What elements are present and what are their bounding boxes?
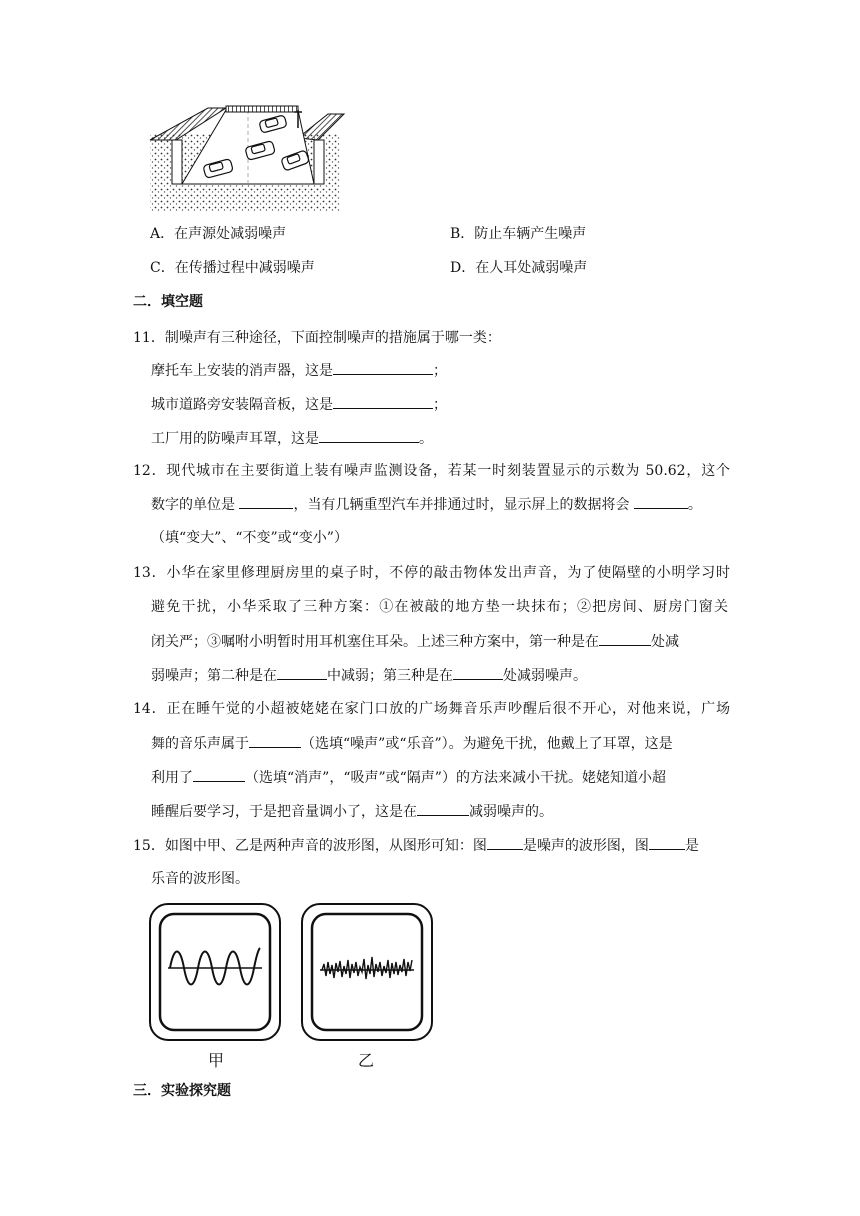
question-14-text-d: （选填“消声”，“吸声”或“隔声”）的方法来减小干扰。姥姥知道小超	[245, 770, 666, 786]
question-12-text-c: 。	[687, 497, 702, 513]
figure-label-jia: 甲	[208, 1051, 225, 1070]
question-15-text-b: 是噪声的波形图，图	[522, 838, 649, 854]
answer-blank[interactable]	[249, 733, 301, 748]
question-12-text-b: ，当有几辆重型汽车并排通过时，显示屏上的数据将会	[293, 497, 634, 513]
question-13-line-3	[151, 631, 679, 652]
punctuation: ；	[433, 397, 447, 413]
question-11-text-2: 城市道路旁安装隔音板，这是	[151, 397, 333, 413]
question-14-text-f: 减弱噪声的。	[469, 804, 553, 820]
figure-label-yi: 乙	[358, 1051, 375, 1070]
option-d: D．在人耳处减弱噪声	[450, 260, 588, 276]
option-a: A．在声源处减弱噪声	[150, 226, 287, 242]
question-15-text-a: 15．如图中甲、乙是两种声音的波形图，从图形可知：图	[133, 838, 487, 854]
question-14-text-b: （选填“噪声”或“乐音”）。为避免干扰，他戴上了耳罩，这是	[301, 736, 673, 752]
question-15-line-2: 乐音的波形图。	[151, 871, 249, 887]
answer-blank[interactable]	[277, 665, 327, 680]
question-11-line-1	[151, 360, 447, 381]
section-title-fill-in: 二．填空题	[133, 294, 203, 310]
question-13-text-d: 中减弱；第三种是在	[327, 668, 453, 684]
answer-blank[interactable]	[649, 835, 685, 850]
question-11-stem: 11．制噪声有三种途径，下面控制噪声的措施属于哪一类：	[133, 330, 501, 346]
answer-blank[interactable]	[333, 360, 433, 375]
answer-blank[interactable]	[193, 767, 245, 782]
question-13-text-a: 闭关严；③嘱咐小明暂时用耳机塞住耳朵。上述三种方案中，第一种是在	[151, 634, 599, 650]
answer-blank[interactable]	[417, 801, 469, 816]
question-12-line-3: （填“变大”、“不变”或“变小”）	[151, 530, 348, 546]
question-13-line-2: 避免干扰，小华采取了三种方案：①在被敲的地方垫一块抹布；②把房间、厨房门窗关	[151, 599, 728, 615]
answer-blank[interactable]	[453, 665, 503, 680]
question-11-text-1: 摩托车上安装的消声器，这是	[151, 363, 333, 379]
question-12-line-1: 12．现代城市在主要街道上装有噪声监测设备，若某一时刻装置显示的示数为 50.62，这个	[133, 463, 730, 479]
question-13-text-b: 处减	[651, 634, 679, 650]
waveform-yi-screen	[300, 902, 434, 1042]
answer-blank[interactable]	[319, 428, 419, 443]
question-14-text-e: 睡醒后要学习，于是把音量调小了，这是在	[151, 804, 417, 820]
question-13-text-c: 弱噪声；第二种是在	[151, 668, 277, 684]
question-14-line-1: 14．正在睡午觉的小超被姥姥在家门口放的广场舞音乐声吵醒后很不开心，对他来说，广场	[133, 701, 730, 717]
highway-noise-barrier-illustration	[148, 104, 348, 214]
question-15-line-1	[133, 835, 699, 856]
question-14-line-4	[151, 801, 553, 822]
question-11-text-3: 工厂用的防噪声耳罩，这是	[151, 431, 319, 447]
option-c: C．在传播过程中减弱噪声	[150, 260, 315, 276]
question-11-line-3	[151, 428, 433, 449]
question-13-text-e: 处减弱噪声。	[503, 668, 587, 684]
answer-blank[interactable]	[634, 494, 688, 509]
option-b: B．防止车辆产生噪声	[450, 226, 587, 242]
question-13-line-1: 13．小华在家里修理厨房里的桌子时，不停的敲击物体发出声音，为了使隔壁的小明学习时	[133, 565, 730, 581]
answer-blank[interactable]	[487, 835, 523, 850]
question-12-text-a: 数字的单位是	[151, 497, 240, 513]
question-11-line-2	[151, 394, 447, 415]
waveform-jia-screen	[148, 902, 282, 1042]
question-14-text-a: 舞的音乐声属于	[151, 736, 249, 752]
question-14-text-c: 利用了	[151, 770, 193, 786]
answer-blank[interactable]	[333, 394, 433, 409]
answer-blank[interactable]	[599, 631, 651, 646]
punctuation: 。	[419, 431, 433, 447]
question-14-line-2	[151, 733, 673, 754]
question-12-line-2	[151, 494, 702, 515]
question-15-text-c: 是	[684, 838, 699, 854]
question-13-line-4	[151, 665, 587, 686]
question-14-line-3	[151, 767, 666, 788]
answer-blank[interactable]	[239, 494, 293, 509]
section-title-experiment: 三．实验探究题	[133, 1083, 231, 1099]
punctuation: ；	[433, 363, 447, 379]
